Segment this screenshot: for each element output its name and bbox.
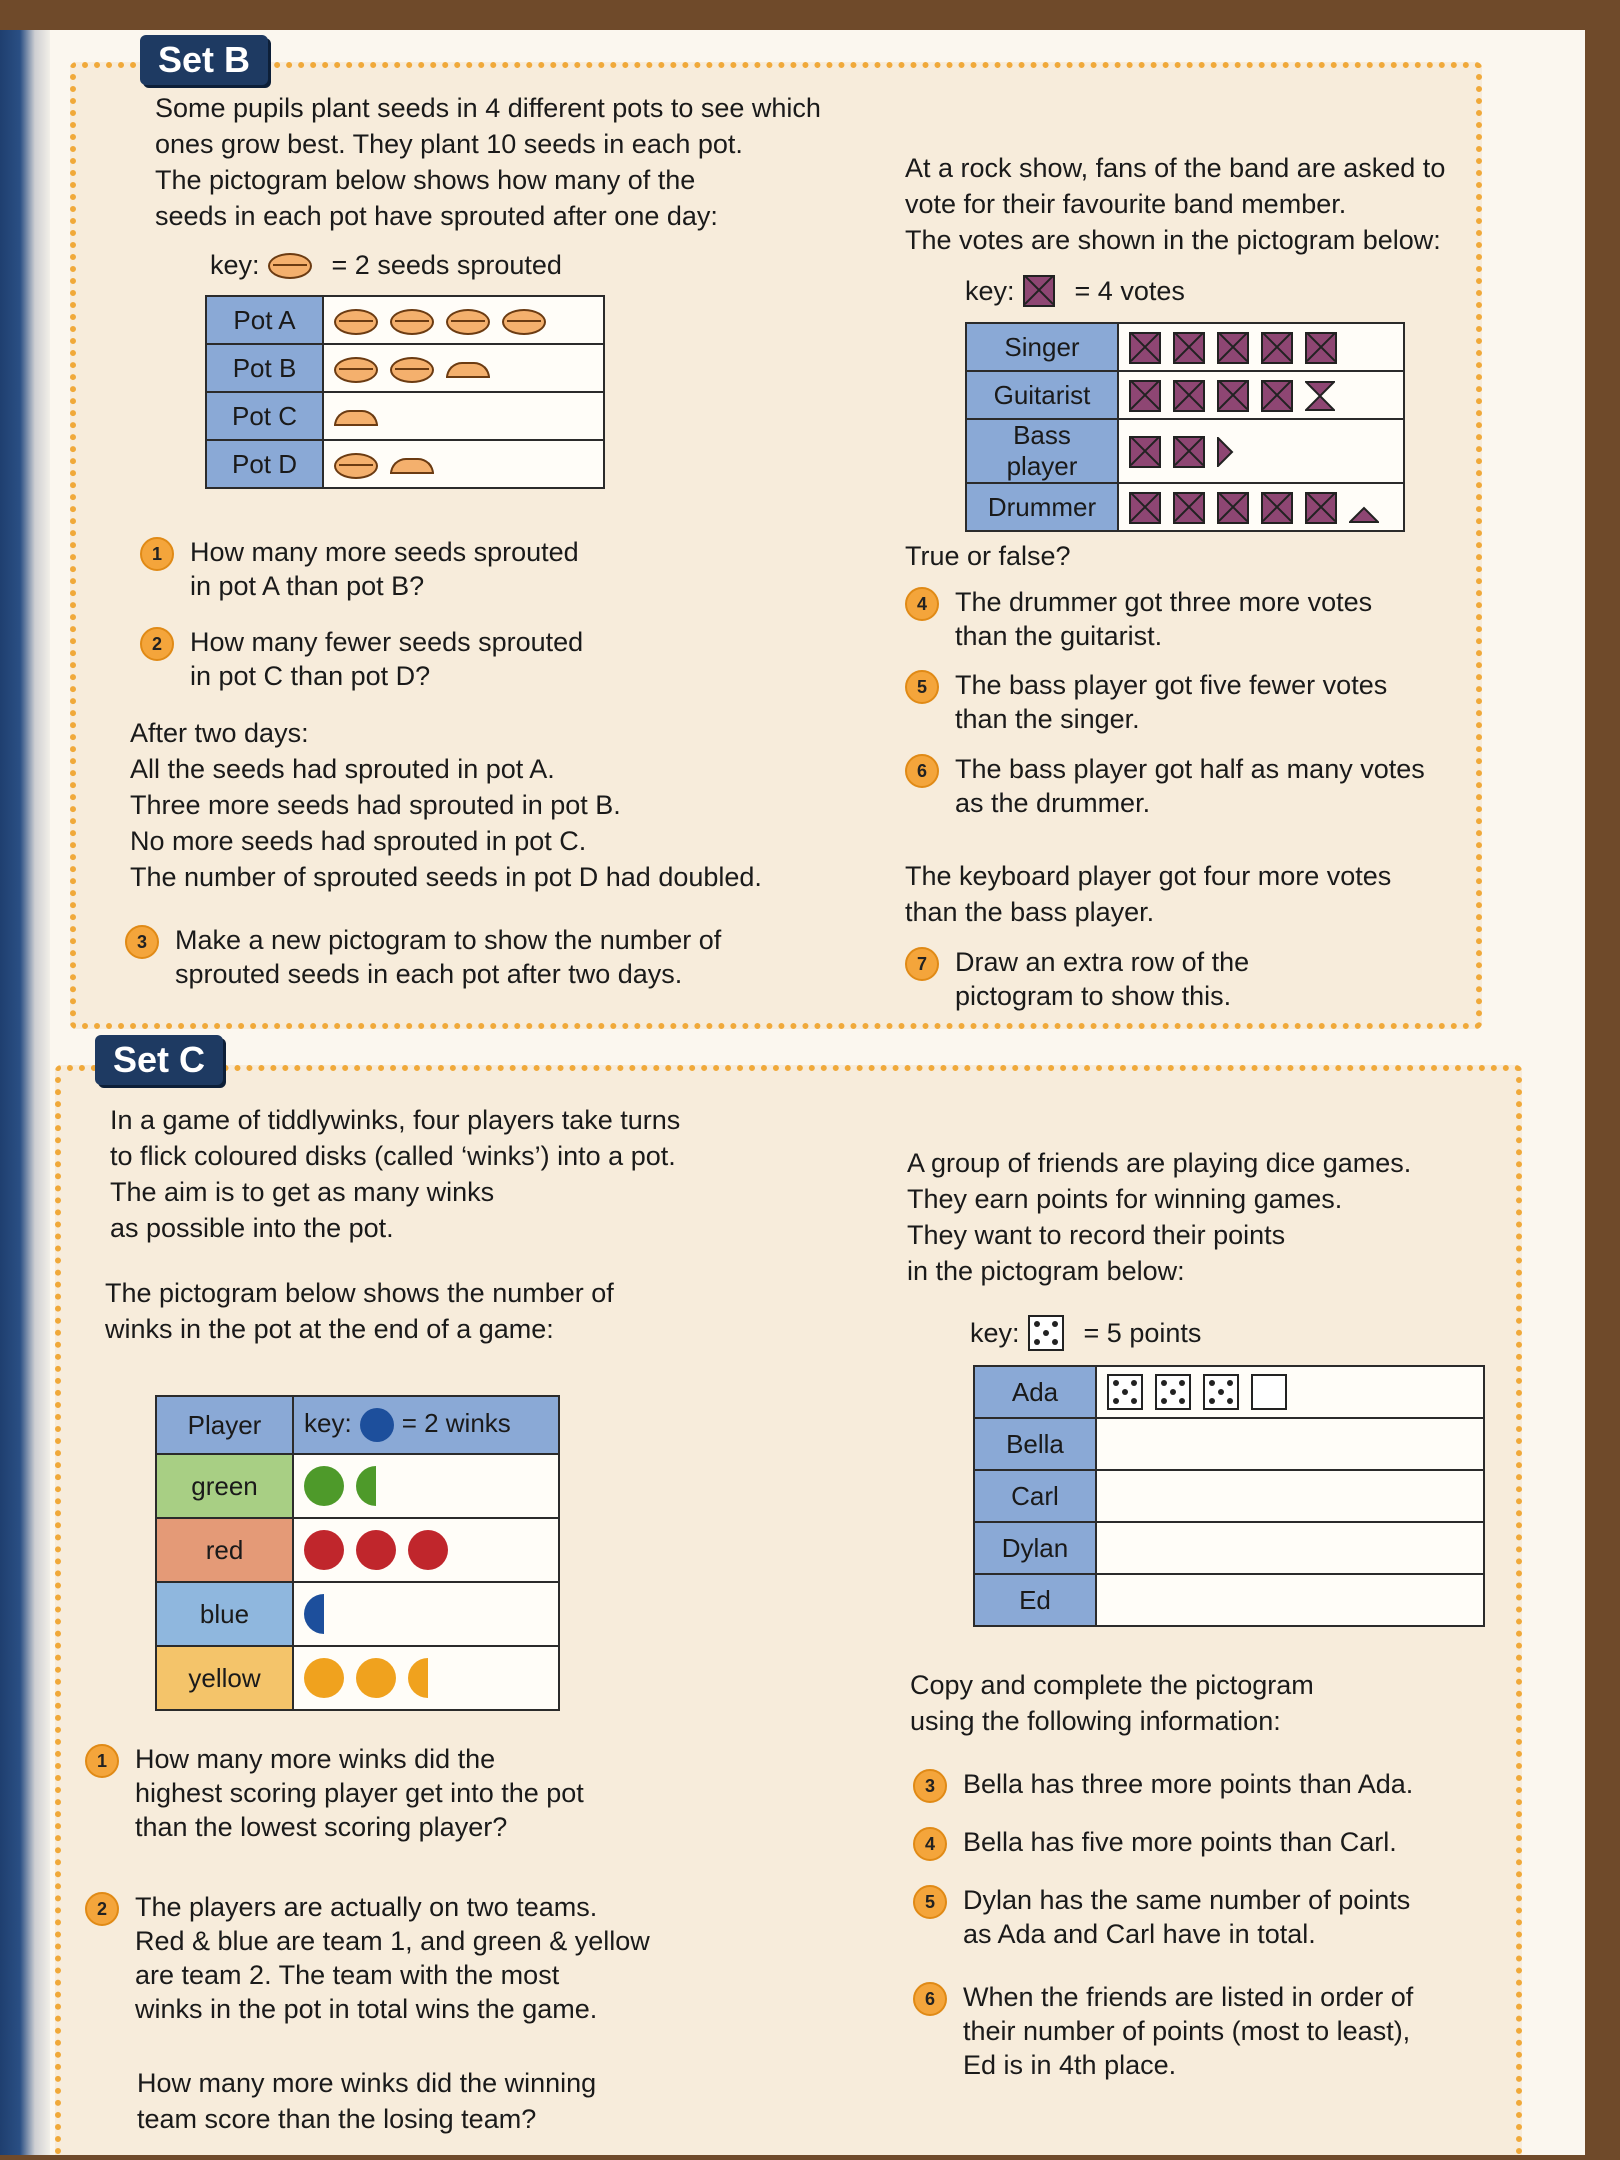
text-line: How many more winks did the winning xyxy=(137,2068,597,2098)
workbook-page xyxy=(0,30,1585,2155)
pictogram-header-row xyxy=(156,1396,559,1454)
question-number: 4 xyxy=(905,587,939,621)
player-header: Player xyxy=(156,1396,293,1454)
pictogram-row xyxy=(206,296,604,344)
vote-box-icon xyxy=(1173,492,1205,524)
row-label: Guitarist xyxy=(966,371,1118,419)
question-number: 7 xyxy=(905,947,939,981)
pictogram-row xyxy=(206,344,604,392)
text-line: How many fewer seeds sprouted xyxy=(190,627,584,657)
copy-instruction xyxy=(910,1667,1314,1739)
text-line: The keyboard player got four more votes xyxy=(905,861,1392,891)
set-c-question-5 xyxy=(913,1883,1410,1951)
pictogram-row xyxy=(974,1522,1484,1574)
seed-icon xyxy=(268,253,312,279)
row-label: Carl xyxy=(974,1470,1096,1522)
text-line: than the singer. xyxy=(955,704,1140,734)
wink-disc-icon xyxy=(408,1530,448,1570)
vote-box-icon xyxy=(1173,332,1205,364)
question-number: 6 xyxy=(905,754,939,788)
pictogram-row xyxy=(206,392,604,440)
question-number: 1 xyxy=(85,1744,119,1778)
row-symbols xyxy=(293,1582,559,1646)
text-line: using the following information: xyxy=(910,1706,1281,1736)
wink-disc-icon xyxy=(304,1658,344,1698)
vote-key xyxy=(965,275,1185,307)
set-c-question-4 xyxy=(913,1825,1397,1861)
text-line: They want to record their points xyxy=(907,1220,1286,1250)
text-line: seeds in each pot have sprouted after one day: xyxy=(155,201,718,231)
text-line: than the bass player. xyxy=(905,897,1155,927)
text-line: Make a new pictogram to show the number of xyxy=(175,925,722,955)
text-line: are team 2. The team with the most xyxy=(135,1960,560,1990)
seed-icon xyxy=(334,453,378,479)
row-label: Ed xyxy=(974,1574,1096,1626)
wink-disc-icon xyxy=(304,1530,344,1570)
set-b-left-intro xyxy=(155,90,821,234)
seed-icon xyxy=(502,309,546,335)
half-seed-icon xyxy=(446,362,490,378)
text-line: as possible into the pot. xyxy=(110,1213,394,1243)
row-symbols xyxy=(323,392,604,440)
wink-disc-icon xyxy=(356,1530,396,1570)
key-label: key: xyxy=(970,1317,1020,1348)
question-number: 2 xyxy=(85,1892,119,1926)
row-symbols xyxy=(1118,483,1404,531)
text-line: They earn points for winning games. xyxy=(907,1184,1343,1214)
question-number: 1 xyxy=(140,537,174,571)
text-line: Red & blue are team 1, and green & yellow xyxy=(135,1926,650,1956)
blue-disc-icon xyxy=(360,1408,394,1442)
text-line: How many more winks did the xyxy=(135,1744,496,1774)
set-b-question-7 xyxy=(905,945,1249,1013)
text-line: The aim is to get as many winks xyxy=(110,1177,495,1207)
text-line: The pictogram below shows how many of the xyxy=(155,165,696,195)
set-b-question-4 xyxy=(905,585,1372,653)
pictogram-row xyxy=(156,1582,559,1646)
key-text: = 2 winks xyxy=(401,1407,511,1438)
text-line: The votes are shown in the pictogram below: xyxy=(905,225,1441,255)
set-b-badge: Set B xyxy=(140,35,268,85)
text-line: as Ada and Carl have in total. xyxy=(963,1919,1316,1949)
seed-pictogram xyxy=(205,295,605,489)
vote-box-icon xyxy=(1129,380,1161,412)
vote-box-icon xyxy=(1129,492,1161,524)
text-line: ones grow best. They plant 10 seeds in each pot. xyxy=(155,129,743,159)
text-line: Bella has three more points than Ada. xyxy=(963,1769,1414,1799)
set-b-question-2 xyxy=(140,625,583,693)
pictogram-row xyxy=(156,1518,559,1582)
wink-disc-icon xyxy=(356,1658,396,1698)
question-number: 3 xyxy=(125,925,159,959)
key-label: key: xyxy=(210,250,260,280)
seed-icon xyxy=(446,309,490,335)
row-symbols xyxy=(1118,371,1404,419)
set-c-badge: Set C xyxy=(95,1035,223,1085)
text-line: winks in the pot in total wins the game. xyxy=(135,1994,598,2024)
die-five-icon xyxy=(1203,1374,1239,1410)
question-number: 5 xyxy=(913,1885,947,1919)
set-c-question-6 xyxy=(913,1980,1413,2082)
vote-box-icon xyxy=(1129,436,1161,468)
set-c-question-3 xyxy=(913,1767,1413,1803)
text-line: Some pupils plant seeds in 4 different pots to see which xyxy=(155,93,821,123)
half-seed-icon xyxy=(390,458,434,474)
text-line: The players are actually on two teams. xyxy=(135,1892,598,1922)
die-five-icon xyxy=(1155,1374,1191,1410)
text-line: The number of sprouted seeds in pot D had doubled. xyxy=(130,862,762,892)
set-c-right-intro xyxy=(907,1145,1411,1289)
half-seed-icon xyxy=(334,410,378,426)
text-line: as the drummer. xyxy=(955,788,1151,818)
text-line: winks in the pot at the end of a game: xyxy=(105,1314,554,1344)
vote-box-icon xyxy=(1261,380,1293,412)
true-or-false: True or false? xyxy=(905,541,1071,571)
vote-box-icon xyxy=(1217,492,1249,524)
text-line: sprouted seeds in each pot after two days. xyxy=(175,959,683,989)
key-text: = 4 votes xyxy=(1074,275,1185,306)
text-line: The drummer got three more votes xyxy=(955,587,1373,617)
text-line: in pot C than pot D? xyxy=(190,661,431,691)
question-number: 3 xyxy=(913,1769,947,1803)
set-c-question-2 xyxy=(85,1890,650,2026)
pictogram-row xyxy=(966,419,1404,483)
pictogram-row xyxy=(974,1574,1484,1626)
question-number: 2 xyxy=(140,627,174,661)
text-line: pictogram to show this. xyxy=(955,981,1232,1011)
text-line: After two days: xyxy=(130,718,309,748)
set-c-left-intro-2 xyxy=(105,1275,614,1347)
pictogram-row xyxy=(974,1470,1484,1522)
set-b-question-1 xyxy=(140,535,579,603)
key-label: key: xyxy=(304,1407,352,1438)
row-label: Pot A xyxy=(206,296,323,344)
vote-box-icon xyxy=(1173,380,1205,412)
row-symbols xyxy=(1118,419,1404,483)
row-symbols xyxy=(293,1646,559,1710)
question-number: 6 xyxy=(913,1982,947,2016)
text-line: Bella has five more points than Carl. xyxy=(963,1827,1397,1857)
set-b-question-5 xyxy=(905,668,1387,736)
partial-vote-icon xyxy=(1217,437,1247,467)
row-symbols xyxy=(1118,323,1404,371)
text-line: All the seeds had sprouted in pot A. xyxy=(130,754,555,784)
text-line: to flick coloured disks (called ‘winks’) into a pot. xyxy=(110,1141,676,1171)
row-label: red xyxy=(156,1518,293,1582)
vote-box-icon xyxy=(1305,332,1337,364)
vote-box-icon xyxy=(1305,492,1337,524)
text-line: team score than the losing team? xyxy=(137,2104,537,2134)
pictogram-row xyxy=(156,1454,559,1518)
text-line: than the lowest scoring player? xyxy=(135,1812,508,1842)
set-c-left-intro xyxy=(110,1102,680,1246)
text-line: No more seeds had sprouted in pot C. xyxy=(130,826,587,856)
key-text: = 2 seeds sprouted xyxy=(331,250,562,280)
pictogram-row xyxy=(966,323,1404,371)
set-c-question-1 xyxy=(85,1742,584,1844)
key-label: key: xyxy=(965,275,1015,306)
text-line: Draw an extra row of the xyxy=(955,947,1250,977)
set-c-question-2-part-b xyxy=(137,2065,596,2137)
text-line: The bass player got half as many votes xyxy=(955,754,1425,784)
vote-box-icon xyxy=(1173,436,1205,468)
blank-die-icon xyxy=(1251,1374,1287,1410)
question-number: 4 xyxy=(913,1827,947,1861)
row-symbols xyxy=(323,440,604,488)
row-label: Dylan xyxy=(974,1522,1096,1574)
text-line: When the friends are listed in order of xyxy=(963,1982,1414,2012)
row-label: Pot B xyxy=(206,344,323,392)
row-symbols xyxy=(323,296,604,344)
key-text: = 5 points xyxy=(1083,1317,1202,1348)
text-line: in pot A than pot B? xyxy=(190,571,425,601)
seed-icon xyxy=(334,309,378,335)
after-two-days xyxy=(130,715,762,895)
row-symbols xyxy=(1096,1366,1484,1418)
row-label: blue xyxy=(156,1582,293,1646)
vote-pictogram xyxy=(965,322,1405,532)
row-label: green xyxy=(156,1454,293,1518)
text-line: Copy and complete the pictogram xyxy=(910,1670,1314,1700)
text-line: their number of points (most to least), xyxy=(963,2016,1411,2046)
row-symbols xyxy=(1096,1574,1484,1626)
wink-key xyxy=(293,1396,559,1454)
row-symbols xyxy=(1096,1418,1484,1470)
seed-icon xyxy=(334,357,378,383)
partial-vote-icon xyxy=(1305,381,1335,411)
text-line: The pictogram below shows the number of xyxy=(105,1278,614,1308)
vote-box-icon xyxy=(1129,332,1161,364)
text-line: In a game of tiddlywinks, four players take turns xyxy=(110,1105,681,1135)
text-line: The bass player got five fewer votes xyxy=(955,670,1388,700)
row-label: Drummer xyxy=(966,483,1118,531)
row-label: Pot C xyxy=(206,392,323,440)
row-symbols xyxy=(1096,1470,1484,1522)
points-pictogram xyxy=(973,1365,1485,1627)
half-wink-icon xyxy=(408,1658,428,1698)
text-line: How many more seeds sprouted xyxy=(190,537,579,567)
set-b-right-intro xyxy=(905,150,1445,258)
keyboard-player-text xyxy=(905,858,1391,930)
partial-vote-icon xyxy=(1349,493,1379,523)
pictogram-row xyxy=(974,1366,1484,1418)
row-label: yellow xyxy=(156,1646,293,1710)
vote-box-icon xyxy=(1023,275,1055,307)
half-wink-icon xyxy=(304,1594,324,1634)
row-symbols xyxy=(1096,1522,1484,1574)
row-symbols xyxy=(293,1518,559,1582)
text-line: in the pictogram below: xyxy=(907,1256,1185,1286)
vote-box-icon xyxy=(1217,332,1249,364)
seed-icon xyxy=(390,357,434,383)
pictogram-row xyxy=(966,371,1404,419)
row-label: Bass player xyxy=(966,419,1118,483)
seed-key xyxy=(210,250,562,281)
text-line: At a rock show, fans of the band are asked to xyxy=(905,153,1446,183)
row-symbols xyxy=(293,1454,559,1518)
vote-box-icon xyxy=(1261,492,1293,524)
row-label: Bella xyxy=(974,1418,1096,1470)
set-b-question-6 xyxy=(905,752,1425,820)
vote-box-icon xyxy=(1261,332,1293,364)
book-spine xyxy=(0,30,50,2155)
row-label: Ada xyxy=(974,1366,1096,1418)
pictogram-row xyxy=(156,1646,559,1710)
row-label: Pot D xyxy=(206,440,323,488)
seed-icon xyxy=(390,309,434,335)
text-line: Ed is in 4th place. xyxy=(963,2050,1177,2080)
pictogram-row xyxy=(974,1418,1484,1470)
set-b-question-3 xyxy=(125,923,721,991)
half-wink-icon xyxy=(356,1466,376,1506)
text-line: Dylan has the same number of points xyxy=(963,1885,1411,1915)
wink-pictogram xyxy=(155,1395,560,1711)
vote-box-icon xyxy=(1217,380,1249,412)
text-line: than the guitarist. xyxy=(955,621,1163,651)
text-line: vote for their favourite band member. xyxy=(905,189,1347,219)
text-line: Three more seeds had sprouted in pot B. xyxy=(130,790,621,820)
question-number: 5 xyxy=(905,670,939,704)
text-line: highest scoring player get into the pot xyxy=(135,1778,584,1808)
pictogram-row xyxy=(206,440,604,488)
pictogram-row xyxy=(966,483,1404,531)
row-label: Singer xyxy=(966,323,1118,371)
die-five-icon xyxy=(1028,1315,1064,1351)
wink-disc-icon xyxy=(304,1466,344,1506)
points-key xyxy=(970,1315,1201,1351)
row-symbols xyxy=(323,344,604,392)
text-line: A group of friends are playing dice games. xyxy=(907,1148,1412,1178)
die-five-icon xyxy=(1107,1374,1143,1410)
